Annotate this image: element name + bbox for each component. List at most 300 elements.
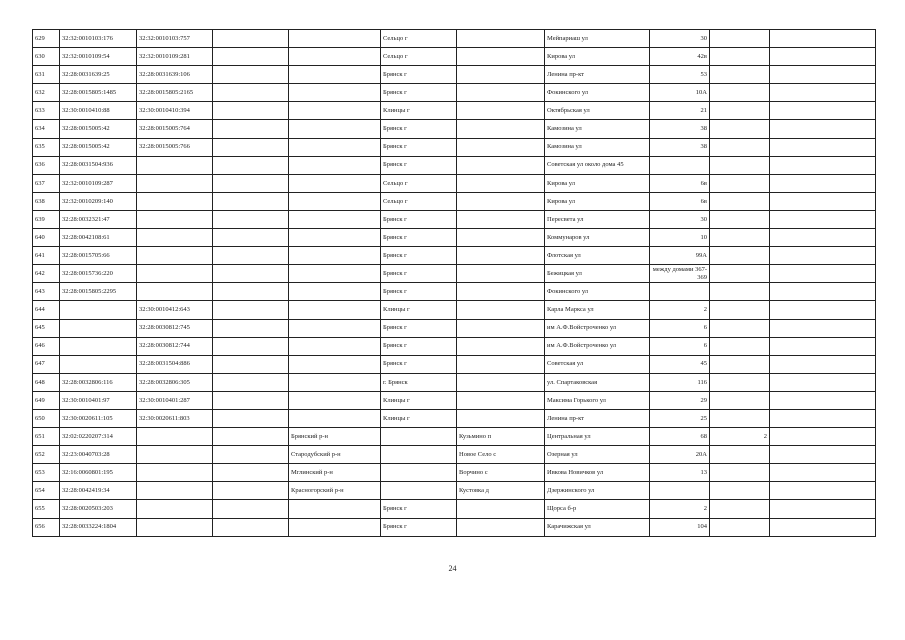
cell-district-a: [213, 464, 289, 482]
cell-city: Брянск г: [381, 337, 457, 355]
cell-city: г. Брянск: [381, 373, 457, 391]
cell-cadastral-number-parcel: [60, 337, 137, 355]
cell-city: [381, 464, 457, 482]
cell-cadastral-number-parcel: 32:23:0040703:28: [60, 446, 137, 464]
cell-row-number: 648: [33, 373, 60, 391]
cell-cadastral-number-object: [137, 247, 213, 265]
cell-city: Клинцы г: [381, 391, 457, 409]
cell-settlement: Кустовка д: [457, 482, 545, 500]
cell-settlement: [457, 283, 545, 301]
cell-settlement: [457, 138, 545, 156]
cell-district: [289, 192, 381, 210]
cell-street: Советская ул: [545, 355, 650, 373]
cell-street: Кирова ул: [545, 192, 650, 210]
cell-extra-2: [770, 301, 876, 319]
table-row: [33, 265, 876, 283]
cell-district: [289, 156, 381, 174]
table-row: [33, 66, 876, 84]
cell-extra-2: [770, 265, 876, 283]
cell-house-number: 45: [650, 355, 710, 373]
cell-district: Стародубский р-н: [289, 446, 381, 464]
cell-extra-1: [710, 174, 770, 192]
cell-row-number: 630: [33, 48, 60, 66]
cell-district-a: [213, 446, 289, 464]
cell-house-number: 99А: [650, 247, 710, 265]
table-row: [33, 428, 876, 446]
cell-extra-1: [710, 102, 770, 120]
cell-settlement: [457, 210, 545, 228]
cell-settlement: [457, 84, 545, 102]
cell-cadastral-number-object: 32:30:0010401:287: [137, 391, 213, 409]
cell-city: Брянск г: [381, 66, 457, 84]
cell-district: [289, 265, 381, 283]
cell-district: [289, 229, 381, 247]
table-row: [33, 464, 876, 482]
cell-house-number: 6в: [650, 192, 710, 210]
cell-district: [289, 319, 381, 337]
cell-row-number: 644: [33, 301, 60, 319]
cell-settlement: [457, 120, 545, 138]
cell-district-a: [213, 482, 289, 500]
cell-district: [289, 247, 381, 265]
cell-extra-2: [770, 48, 876, 66]
cell-house-number: 13: [650, 464, 710, 482]
cell-extra-1: [710, 518, 770, 536]
cell-district: [289, 500, 381, 518]
cell-settlement: Кузьмино п: [457, 428, 545, 446]
cell-row-number: 647: [33, 355, 60, 373]
cell-house-number: 2: [650, 301, 710, 319]
cell-cadastral-number-parcel: [60, 319, 137, 337]
cell-extra-1: [710, 265, 770, 283]
table-row: [33, 210, 876, 228]
cell-street: Карла Маркса ул: [545, 301, 650, 319]
cell-city: Клинцы г: [381, 301, 457, 319]
cell-settlement: [457, 192, 545, 210]
cell-cadastral-number-object: [137, 192, 213, 210]
cell-cadastral-number-object: [137, 265, 213, 283]
cell-district: [289, 138, 381, 156]
cell-cadastral-number-parcel: 32:28:0031504:936: [60, 156, 137, 174]
cell-city: Брянск г: [381, 138, 457, 156]
cell-cadastral-number-object: 32:30:0010412:643: [137, 301, 213, 319]
table-row: [33, 446, 876, 464]
cell-row-number: 629: [33, 30, 60, 48]
cell-settlement: [457, 319, 545, 337]
cell-cadastral-number-object: 32:30:0020611:803: [137, 409, 213, 427]
cell-cadastral-number-parcel: 32:16:0060801:195: [60, 464, 137, 482]
cell-city: Брянск г: [381, 319, 457, 337]
cell-row-number: 654: [33, 482, 60, 500]
cell-cadastral-number-object: [137, 446, 213, 464]
table-row: [33, 192, 876, 210]
cell-row-number: 632: [33, 84, 60, 102]
cell-district: [289, 409, 381, 427]
cell-row-number: 643: [33, 283, 60, 301]
cell-street: Фокинского ул: [545, 283, 650, 301]
cell-city: Брянск г: [381, 283, 457, 301]
cell-city: Брянск г: [381, 518, 457, 536]
cell-district-a: [213, 283, 289, 301]
cell-district: Мглинский р-н: [289, 464, 381, 482]
cell-cadastral-number-object: 32:32:0010109:281: [137, 48, 213, 66]
cell-district-a: [213, 192, 289, 210]
cell-cadastral-number-parcel: 32:28:0042108:61: [60, 229, 137, 247]
cell-row-number: 655: [33, 500, 60, 518]
table-row: [33, 518, 876, 536]
cell-city: Брянск г: [381, 247, 457, 265]
cell-cadastral-number-object: 32:32:0010103:757: [137, 30, 213, 48]
cell-cadastral-number-object: 32:28:0015005:764: [137, 120, 213, 138]
cell-extra-2: [770, 247, 876, 265]
table-row: [33, 355, 876, 373]
table-row: [33, 247, 876, 265]
table-row: [33, 120, 876, 138]
cell-row-number: 646: [33, 337, 60, 355]
cell-district: [289, 518, 381, 536]
cell-extra-1: [710, 446, 770, 464]
cell-extra-2: [770, 156, 876, 174]
table-row: [33, 500, 876, 518]
cell-district-a: [213, 84, 289, 102]
cell-district-a: [213, 229, 289, 247]
cell-street: Коммунаров ул: [545, 229, 650, 247]
cell-city: Брянск г: [381, 265, 457, 283]
cell-district: [289, 120, 381, 138]
cell-street: Озерная ул: [545, 446, 650, 464]
cell-house-number: [650, 156, 710, 174]
cell-house-number: [650, 283, 710, 301]
cell-extra-2: [770, 102, 876, 120]
table-row: [33, 174, 876, 192]
table-row: [33, 138, 876, 156]
cell-house-number: 38: [650, 120, 710, 138]
cell-street: Фокинского ул: [545, 84, 650, 102]
cell-house-number: 29: [650, 391, 710, 409]
cell-street: Флотская ул: [545, 247, 650, 265]
cell-cadastral-number-object: [137, 174, 213, 192]
cell-city: [381, 446, 457, 464]
cell-row-number: 639: [33, 210, 60, 228]
cell-extra-1: [710, 337, 770, 355]
cell-settlement: [457, 337, 545, 355]
cell-settlement: [457, 409, 545, 427]
cell-city: Брянск г: [381, 210, 457, 228]
table-body: [33, 30, 876, 537]
cell-row-number: 645: [33, 319, 60, 337]
cell-extra-1: 2: [710, 428, 770, 446]
cell-house-number: 21: [650, 102, 710, 120]
cell-district: [289, 48, 381, 66]
cell-city: Сельцо г: [381, 192, 457, 210]
cell-extra-2: [770, 518, 876, 536]
table-row: [33, 156, 876, 174]
cell-district: Брянский р-н: [289, 428, 381, 446]
cell-cadastral-number-object: [137, 518, 213, 536]
cell-city: Брянск г: [381, 229, 457, 247]
cell-cadastral-number-object: 32:28:0015805:2165: [137, 84, 213, 102]
cell-house-number: 30: [650, 30, 710, 48]
cell-settlement: Новое Село с: [457, 446, 545, 464]
cell-street: Карачижская ул: [545, 518, 650, 536]
cell-cadastral-number-parcel: 32:28:0015805:2295: [60, 283, 137, 301]
cell-district: [289, 391, 381, 409]
cell-cadastral-number-parcel: [60, 355, 137, 373]
cell-extra-1: [710, 482, 770, 500]
cell-cadastral-number-object: 32:28:0030812:745: [137, 319, 213, 337]
cell-district-a: [213, 355, 289, 373]
cell-extra-2: [770, 373, 876, 391]
cell-district-a: [213, 247, 289, 265]
cell-settlement: [457, 229, 545, 247]
cell-settlement: [457, 174, 545, 192]
cell-extra-2: [770, 210, 876, 228]
cell-cadastral-number-parcel: 32:30:0020611:105: [60, 409, 137, 427]
cell-extra-1: [710, 409, 770, 427]
cell-house-number: между домами 367-369: [650, 265, 710, 283]
cell-cadastral-number-object: 32:28:0032806:305: [137, 373, 213, 391]
cell-row-number: 633: [33, 102, 60, 120]
table-row: [33, 482, 876, 500]
cell-district-a: [213, 337, 289, 355]
cell-street: Максима Горького ул: [545, 391, 650, 409]
cell-district-a: [213, 138, 289, 156]
cell-house-number: 116: [650, 373, 710, 391]
cell-extra-1: [710, 373, 770, 391]
cell-extra-2: [770, 500, 876, 518]
cell-street: Ивкова Новичков ул: [545, 464, 650, 482]
cell-city: Сельцо г: [381, 174, 457, 192]
cell-house-number: 25: [650, 409, 710, 427]
cell-cadastral-number-parcel: 32:28:0031639:25: [60, 66, 137, 84]
cell-extra-1: [710, 48, 770, 66]
cell-cadastral-number-parcel: 32:02:0220207:314: [60, 428, 137, 446]
table-row: [33, 30, 876, 48]
cell-cadastral-number-object: 32:28:0030812:744: [137, 337, 213, 355]
cell-district-a: [213, 174, 289, 192]
cell-district-a: [213, 391, 289, 409]
page-number: 24: [448, 564, 457, 573]
cell-extra-2: [770, 120, 876, 138]
cell-row-number: 634: [33, 120, 60, 138]
cell-extra-2: [770, 84, 876, 102]
cell-settlement: Ворчино с: [457, 464, 545, 482]
cell-extra-2: [770, 30, 876, 48]
cell-cadastral-number-parcel: 32:28:0015805:1485: [60, 84, 137, 102]
cell-street: им А.Ф.Войстроченко ул: [545, 319, 650, 337]
cell-street: Ленина пр-кт: [545, 66, 650, 84]
cell-extra-1: [710, 192, 770, 210]
cell-cadastral-number-object: 32:28:0031639:106: [137, 66, 213, 84]
cell-district: [289, 373, 381, 391]
cell-cadastral-number-object: [137, 428, 213, 446]
cell-street: Мейпариаш ул: [545, 30, 650, 48]
cell-row-number: 650: [33, 409, 60, 427]
cell-city: Брянск г: [381, 156, 457, 174]
cell-extra-1: [710, 120, 770, 138]
cell-city: Сельцо г: [381, 48, 457, 66]
cell-extra-1: [710, 283, 770, 301]
cell-district: [289, 30, 381, 48]
cell-district: [289, 301, 381, 319]
cell-district: [289, 210, 381, 228]
cell-district: [289, 84, 381, 102]
cell-house-number: 10А: [650, 84, 710, 102]
cell-row-number: 653: [33, 464, 60, 482]
cell-street: Бежицкая ул: [545, 265, 650, 283]
cell-street: Кирова ул: [545, 48, 650, 66]
cell-city: Брянск г: [381, 355, 457, 373]
cell-cadastral-number-parcel: 32:30:0010401:97: [60, 391, 137, 409]
cell-row-number: 640: [33, 229, 60, 247]
cell-extra-1: [710, 156, 770, 174]
cell-row-number: 656: [33, 518, 60, 536]
cell-house-number: 20А: [650, 446, 710, 464]
cell-street: Октябрьская ул: [545, 102, 650, 120]
cell-row-number: 641: [33, 247, 60, 265]
cell-district-a: [213, 373, 289, 391]
cell-extra-1: [710, 229, 770, 247]
cell-settlement: [457, 373, 545, 391]
cell-cadastral-number-parcel: 32:28:0032806:116: [60, 373, 137, 391]
cell-district-a: [213, 265, 289, 283]
cell-street: Камозина ул: [545, 120, 650, 138]
table-row: [33, 84, 876, 102]
cell-extra-1: [710, 301, 770, 319]
cell-cadastral-number-object: 32:28:0031504:886: [137, 355, 213, 373]
cell-settlement: [457, 102, 545, 120]
cell-district-a: [213, 48, 289, 66]
cell-city: Клинцы г: [381, 102, 457, 120]
cell-row-number: 651: [33, 428, 60, 446]
cell-cadastral-number-parcel: 32:32:0010103:176: [60, 30, 137, 48]
table-row: [33, 48, 876, 66]
cell-cadastral-number-parcel: 32:32:0010109:287: [60, 174, 137, 192]
cell-settlement: [457, 518, 545, 536]
cell-extra-2: [770, 428, 876, 446]
cell-row-number: 649: [33, 391, 60, 409]
cadastre-table: [32, 29, 876, 537]
cell-cadastral-number-parcel: 32:28:0033224:1804: [60, 518, 137, 536]
cell-settlement: [457, 265, 545, 283]
cell-house-number: 30: [650, 210, 710, 228]
cell-extra-1: [710, 138, 770, 156]
cell-extra-1: [710, 66, 770, 84]
cell-cadastral-number-parcel: 32:28:0015736:220: [60, 265, 137, 283]
table-row: [33, 229, 876, 247]
cell-house-number: 68: [650, 428, 710, 446]
cell-extra-2: [770, 355, 876, 373]
cell-extra-2: [770, 464, 876, 482]
cell-house-number: [650, 482, 710, 500]
cell-row-number: 636: [33, 156, 60, 174]
cell-settlement: [457, 355, 545, 373]
cell-district: [289, 337, 381, 355]
cell-district-a: [213, 500, 289, 518]
cell-extra-1: [710, 319, 770, 337]
cell-city: Брянск г: [381, 500, 457, 518]
cell-district: [289, 174, 381, 192]
table-row: [33, 319, 876, 337]
cell-extra-2: [770, 337, 876, 355]
cell-district: Красногорский р-н: [289, 482, 381, 500]
cell-extra-2: [770, 192, 876, 210]
cell-cadastral-number-parcel: 32:28:0020503:203: [60, 500, 137, 518]
cell-cadastral-number-parcel: 32:28:0015005:42: [60, 138, 137, 156]
table-row: [33, 373, 876, 391]
cell-district-a: [213, 210, 289, 228]
cell-extra-1: [710, 391, 770, 409]
cell-cadastral-number-parcel: 32:28:0015005:42: [60, 120, 137, 138]
cell-extra-2: [770, 391, 876, 409]
cell-house-number: 6: [650, 337, 710, 355]
cell-settlement: [457, 156, 545, 174]
cell-settlement: [457, 48, 545, 66]
cell-house-number: 53: [650, 66, 710, 84]
cell-district-a: [213, 156, 289, 174]
table-row: [33, 283, 876, 301]
cell-settlement: [457, 66, 545, 84]
cell-district-a: [213, 102, 289, 120]
cell-extra-1: [710, 210, 770, 228]
cell-house-number: 104: [650, 518, 710, 536]
cell-extra-1: [710, 355, 770, 373]
cell-cadastral-number-parcel: 32:28:0042419:34: [60, 482, 137, 500]
table-row: [33, 301, 876, 319]
cell-city: [381, 482, 457, 500]
cell-extra-2: [770, 482, 876, 500]
cell-row-number: 652: [33, 446, 60, 464]
cell-settlement: [457, 500, 545, 518]
cell-extra-2: [770, 66, 876, 84]
cell-house-number: 6в: [650, 174, 710, 192]
cell-district-a: [213, 301, 289, 319]
cell-extra-1: [710, 464, 770, 482]
cell-street: Советская ул около дома 45: [545, 156, 650, 174]
cell-street: ул. Спартаковская: [545, 373, 650, 391]
cell-row-number: 638: [33, 192, 60, 210]
cell-extra-1: [710, 500, 770, 518]
table-row: [33, 337, 876, 355]
cell-district-a: [213, 30, 289, 48]
cell-cadastral-number-object: [137, 156, 213, 174]
table-row: [33, 102, 876, 120]
cell-house-number: 6: [650, 319, 710, 337]
cell-row-number: 635: [33, 138, 60, 156]
cell-city: Брянск г: [381, 120, 457, 138]
cell-street: им А.Ф.Войстроченко ул: [545, 337, 650, 355]
cell-district: [289, 355, 381, 373]
cell-house-number: 10: [650, 229, 710, 247]
cell-district-a: [213, 518, 289, 536]
cell-cadastral-number-object: 32:30:0010410:394: [137, 102, 213, 120]
cell-row-number: 637: [33, 174, 60, 192]
cell-district-a: [213, 409, 289, 427]
cell-row-number: 642: [33, 265, 60, 283]
cell-street: Дзержинского ул: [545, 482, 650, 500]
cell-district-a: [213, 428, 289, 446]
cell-street: Ленина пр-кт: [545, 409, 650, 427]
cell-cadastral-number-parcel: 32:30:0010410:88: [60, 102, 137, 120]
cell-extra-2: [770, 138, 876, 156]
cell-district-a: [213, 319, 289, 337]
cell-street: Камозина ул: [545, 138, 650, 156]
cell-extra-2: [770, 229, 876, 247]
cell-cadastral-number-object: 32:28:0015005:766: [137, 138, 213, 156]
cell-extra-2: [770, 174, 876, 192]
cell-cadastral-number-object: [137, 283, 213, 301]
cell-house-number: 42в: [650, 48, 710, 66]
